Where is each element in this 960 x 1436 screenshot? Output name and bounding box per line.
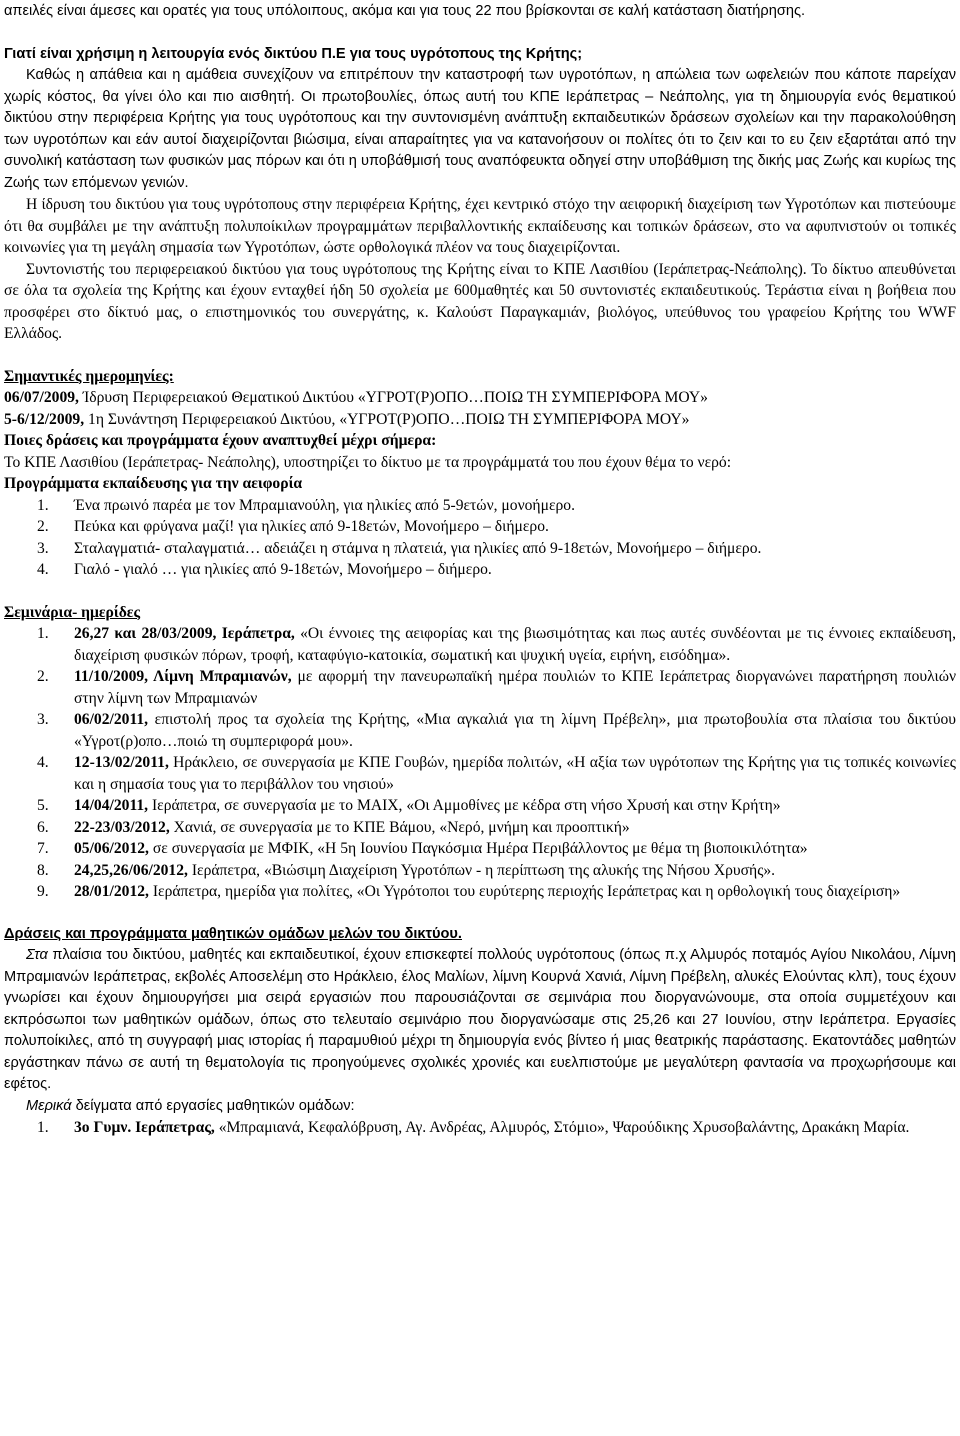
list-item-date: 24,25,26/06/2012,: [74, 861, 188, 879]
list-item: [4, 559, 956, 581]
list-item-text: επιστολή προς τα σχολεία της Κρήτης, «Μια αγκαλιά για τη λίμνη Πρέβελη», μια πρωτοβουλία στα πλαίσια του δικτύου «Υγροτ(ρ)οπο…ποιώ τη συμπεριφορά μου».: [74, 711, 956, 750]
list-item-number: 5.: [37, 797, 49, 814]
important-dates-heading: Σημαντικές ημερομηνίες:: [4, 367, 174, 385]
date-item-2: [4, 409, 956, 431]
list-item: [4, 709, 956, 752]
list-item-text: Ηράκλειο, σε συνεργασία με ΚΠΕ Γουβών, ημερίδα πολιτών, «Η αξία των υγρότοπων της Κρήτης για τις τοπικές κοινωνίες και η σημασία τους για το περιβάλλον του νησιού»: [74, 754, 956, 793]
groups-p2-lead: Μερικά: [26, 1097, 72, 1114]
list-item: [4, 495, 956, 517]
list-item-date: 05/06/2012,: [74, 840, 149, 857]
list-item-text: σε συνεργασία με ΜΦΙΚ, «Η 5η Ιουνίου Παγκόσμια Ημέρα Περιβάλλοντος με θέμα τη βιοποικιλότητα»: [148, 840, 808, 857]
why-p1-part-b: Οι πρωτοβουλίες, όπως αυτή του ΚΠΕ Ιεράπετρας – Νεάπολης, για τη δημιουργία ενός θεματικού δικτύου στην περιφέρεια Κρήτης για τους υγρότοπους και την συντονισμένη ανάπτυξη εκπαιδευτικών δράσεων σχολείων και την παρακολούθηση των υγροτόπων και εάν αυτοί διαχειρίζονται βιώσιμα, είναι απαραίτητες για να κατανοήσουν οι πολίτες ότι το ζειν και το ευ ζειν εξαρτάται από την συνολική κατάσταση των φυσικών μας πόρων και ότι η υποβάθμισή τους αναπόφευκτα οδηγεί στην υποβάθμιση της δικής μας Ζωής και κυρίως της Ζωής των επόμενων γενιών.: [4, 88, 956, 191]
list-item-date: 28/01/2012,: [74, 883, 149, 900]
actions-intro: Το ΚΠΕ Λασιθίου (Ιεράπετρας- Νεάπολης), υποστηρίζει το δίκτυο με τα προγράμματά του που έχουν θέμα το νερό:: [4, 453, 732, 471]
list-item-text: Ιεράπετρα, «Βιώσιμη Διαχείριση Υγροτόπων - η περίπτωση της αλυκής της Νήσου Χρυσής».: [187, 861, 776, 879]
list-item-number: 7.: [37, 840, 49, 857]
list-item: [4, 538, 956, 560]
list-item: [4, 1117, 956, 1139]
list-item-date: 14/04/2011,: [74, 797, 149, 814]
list-item-text: «Μπραμιανά, Κεφαλόβρυση, Αγ. Ανδρέας, Αλμυρός, Στόμιο», Ψαρούδικης Χρυσοβαλάντης, Δρακάκη Μαρία.: [214, 1119, 910, 1136]
programs-list: [4, 495, 956, 581]
list-item: [4, 516, 956, 538]
list-item-number: 2.: [37, 518, 49, 535]
list-item: [4, 795, 956, 817]
list-item: [4, 881, 956, 903]
actions-heading: Ποιες δράσεις και προγράμματα έχουν αναπτυχθεί μέχρι σήμερα:: [4, 432, 437, 449]
list-item-text: Ιεράπετρα, σε συνεργασία με το ΜΑΙΧ, «Οι Αμμοθίνες με κέδρα στη νήσο Χρυσή και στην Κρήτη»: [148, 797, 781, 814]
list-item-number: 3.: [37, 711, 49, 728]
groups-p1-text: πλαίσια του δικτύου, μαθητές και εκπαιδευτικοί, έχουν επισκεφτεί πολλούς υγρότοπους (όπως π.χ Αλμυρός ποταμός Αγίου Νικολάου, Λίμνη Μπραμιανών Ιεράπετρας, εκβολές Αποσελέμη στο Ηράκλειο, έλος Μαλίων, λίμνη Κουρνά Χανιά, Λίμνη Πρέβελη, αλυκές Ελούντας κλπ), τους έχουν γνωρίσει και έχουν δημιουργήσει μια σειρά εργασιών που παρουσιάζονται σε σεμινάρια που διοργανώνουμε, στα οποία συμμετέχουν και εκπρόσωποι των μαθητικών ομάδων, όπως στο τελευταίο σεμινάριο που διοργανώσαμε στις 25,26 και 27 Ιουνίου, στην Ιεράπετρα. Εργασίες πολυποίκιλες, από τη συγγραφή μιας ιστορίας ή παραμυθιού μέχρι τη δημιουργία ενός βίντεο ή μιας θεατρικής παράστασης. Εκατοντάδες μαθητών εργάστηκαν πάνω σε αυτή τη θεματολογία τις προηγούμενες σχολικές χρονιές και ευελπιστούμε με μεγαλύτερη φαντασία να προχωρήσουμε και εφέτος.: [4, 947, 956, 1092]
list-item-text: Ιεράπετρα, ημερίδα για πολίτες, «Οι Υγρότοποι του ευρύτερης περιοχής Ιεράπετρας και η ορθολογική τους διαχείριση»: [148, 883, 901, 900]
groups-p2-text: δείγματα από εργασίες μαθητικών ομάδων:: [71, 1097, 355, 1114]
list-item-number: 8.: [37, 861, 49, 879]
list-item-date: 12-13/02/2011,: [74, 754, 169, 771]
list-item-text: Πεύκα και φρύγανα μαζί! για ηλικίες από 9-18ετών, Μονοήμερο – διήμερο.: [74, 518, 549, 535]
groups-p1-lead: Στα: [26, 947, 48, 963]
list-item: [4, 666, 956, 709]
list-item: [4, 752, 956, 795]
list-item-number: 3.: [37, 539, 49, 557]
list-item-date: 22-23/03/2012,: [74, 818, 170, 836]
why-network-heading: Γιατί είναι χρήσιμη η λειτουργία ενός δικτύου Π.Ε για τους υγρότοπους της Κρήτης;: [4, 45, 583, 62]
list-item-number: 6.: [37, 818, 49, 836]
list-item-text: Σταλαγματιά- σταλαγματιά… αδειάζει η στάμνα η πλατειά, για ηλικίες από 9-18ετών, Μονοήμερο – διήμερο.: [74, 539, 762, 557]
list-item-text: Ένα πρωινό παρέα με τον Μπραμιανούλη, για ηλικίες από 5-9ετών, μονοήμερο.: [74, 496, 575, 514]
list-item: [4, 817, 956, 839]
programs-heading: Προγράμματα εκπαίδευσης για την αειφορία: [4, 475, 303, 492]
list-item: [4, 623, 956, 666]
date-item-2-text: 1η Συνάντηση Περιφερειακού Δικτύου, «ΥΓΡΟΤ(Ρ)ΟΠΟ…ΠΟΙΩ ΤΗ ΣΥΜΠΕΡΙΦΟΡΑ ΜΟΥ»: [84, 410, 690, 428]
list-item-date: 11/10/2009, Λίμνη Μπραμιανών,: [74, 668, 292, 685]
why-p1-part-a: Καθώς η απάθεια και η αμάθεια συνεχίζουν να επιτρέπουν την καταστροφή των υγροτόπων, η απώλεια των ωφελειών που κάποτε παρείχαν χωρίς κόστος, θα γίνει όλο και πιο αισθητή.: [4, 67, 956, 105]
student-groups-paragraph-2: [4, 1096, 956, 1118]
student-groups-heading: Δράσεις και προγράμματα μαθητικών ομάδων μελών του δικτύου.: [4, 925, 462, 942]
list-item-text: «Οι έννοιες της αειφορίας και της βιωσιμότητας και πως αυτές συνδέονται με τις έννοιες εκπαίδευση, διαχείριση φυσικών πόρων, τροφή, καταφύγιο-κατοικία, σωματική και ψυχική υγεία, ειρήνη, εισόδημα».: [74, 625, 956, 664]
list-item-date: 06/02/2011,: [74, 711, 149, 728]
list-item-number: 9.: [37, 883, 49, 900]
date-item-2-date: 5-6/12/2009,: [4, 410, 85, 428]
list-item-number: 4.: [37, 561, 49, 578]
date-item-1: [4, 387, 956, 409]
list-item-text: Χανιά, σε συνεργασία με το ΚΠΕ Βάμου, «Νερό, μνήμη και προοπτική»: [169, 818, 630, 836]
intro-tail-paragraph: απειλές είναι άμεσες και ορατές για τους υπόλοιπους, ακόμα και για τους 22 που βρίσκονται σε καλή κατάσταση διατήρησης.: [4, 3, 806, 19]
list-item-number: 2.: [37, 668, 49, 685]
why-network-paragraph-2: Η ίδρυση του δικτύου για τους υγρότοπους στην περιφέρεια Κρήτης, έχει κεντρικό στόχο την αειφορική διαχείριση των Υγροτόπων και πιστεύουμε ότι θα συμβάλει με την ανάπτυξη πολυποίκιλων προγραμμάτων περιβαλλοντικής εκπαίδευσης και τοπικών δράσεων, στο να αφυπνιστούν οι τοπικές κοινωνίες για τη μεγάλη σημασία των Υγροτόπων, ώστε ορθολογικά πλέον να τους διαχειρίζονται.: [4, 196, 956, 256]
list-item-number: 1.: [37, 1119, 49, 1136]
date-item-1-text: Ίδρυση Περιφερειακού Θεματικού Δικτύου «ΥΓΡΟΤ(Ρ)ΟΠΟ…ΠΟΙΩ ΤΗ ΣΥΜΠΕΡΙΦΟΡΑ ΜΟΥ»: [78, 389, 708, 406]
list-item-school: 3ο Γυμν. Ιεράπετρας,: [74, 1119, 215, 1136]
seminars-heading: Σεμινάρια- ημερίδες: [4, 603, 141, 621]
list-item-number: 4.: [37, 754, 49, 771]
list-item-text: με αφορμή την πανευρωπαϊκή ημέρα πουλιών το ΚΠΕ Ιεράπετρας διοργανώνει παρατήρηση πουλιών στην λίμνη των Μπραμιανών: [74, 668, 957, 707]
list-item-text: Γιαλό - γιαλό … για ηλικίες από 9-18ετών, Μονοήμερο – διήμερο.: [74, 561, 492, 578]
list-item: [4, 838, 956, 860]
why-network-paragraph-3: Συντονιστής του περιφερειακού δικτύου για τους υγρότοπους της Κρήτης είναι το ΚΠΕ Λασιθίου (Ιεράπετρας-Νεάπολης). Το δίκτυο απευθύνεται σε όλα τα σχολεία της Κρήτης και έχουν ενταχθεί ήδη 50 σχολεία με 600μαθητές και 50 συντονιστές εκπαιδευτικούς. Τεράστια είναι η βοήθεια που προσφέρει στο δίκτυό μας, ο επιστημονικός του συνεργάτης, κ. Καλούστ Παραγκαμιάν, βιολόγος, υπεύθυνος του γραφείου Κρήτης του WWF Ελλάδος.: [4, 260, 956, 342]
date-item-1-date: 06/07/2009,: [4, 389, 79, 406]
student-groups-list: [4, 1117, 956, 1139]
why-network-paragraph-1: [4, 65, 956, 194]
list-item-number: 1.: [37, 496, 49, 514]
student-groups-paragraph-1: [4, 945, 956, 1096]
list-item: [4, 860, 956, 882]
list-item-number: 1.: [37, 625, 49, 642]
list-item-date: 26,27 και 28/03/2009, Ιεράπετρα,: [74, 625, 295, 642]
seminars-list: [4, 623, 956, 903]
